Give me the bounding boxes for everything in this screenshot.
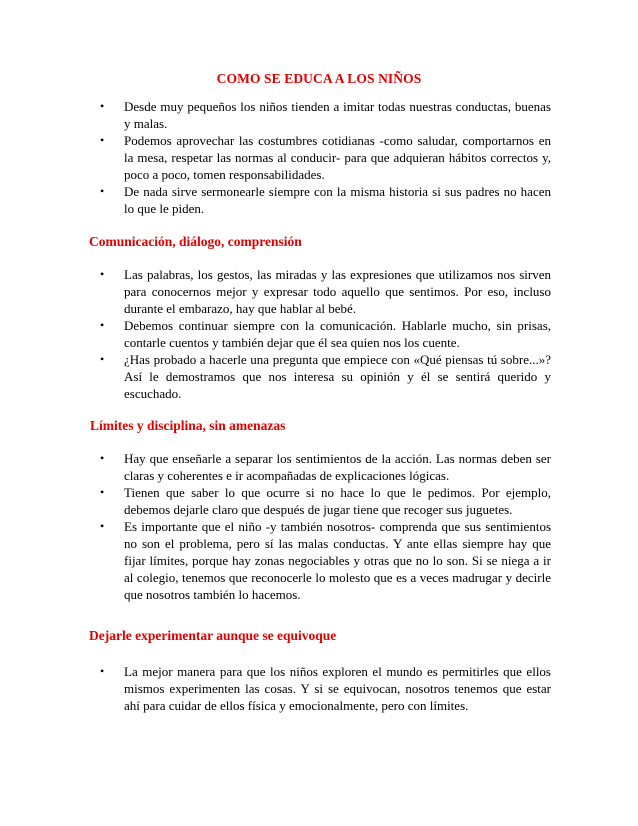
bullet-icon: • xyxy=(100,451,105,465)
list-item: • Las palabras, los gestos, las miradas y las expresiones que utilizamos nos sirven para conocernos mejor y expresar todo aquello que sentimos. Por eso, incluso durante el embarazo, hay que hablar al bebé. xyxy=(100,267,551,316)
bullet-icon: • xyxy=(100,99,105,113)
bullet-icon: • xyxy=(100,485,105,499)
bullet-icon: • xyxy=(100,519,105,533)
list-item: • Debemos continuar siempre con la comunicación. Hablarle mucho, sin prisas, contarle cuentos y también dejar que él sea quien nos los cuente. xyxy=(100,318,551,350)
section-heading-limites: Límites y disciplina, sin amenazas xyxy=(90,418,286,433)
list-item: • La mejor manera para que los niños exploren el mundo es permitirles que ellos mismos experimenten las cosas. Y si se equivocan, nosotros tenemos que estar ahí para cuidar de ellos física y emocionalmente, pero con límites. xyxy=(100,664,551,713)
list-item: • Podemos aprovechar las costumbres cotidianas -como saludar, comportarnos en la mesa, respetar las normas al conducir- para que adquieran hábitos correctos y, poco a poco, tomen responsabilidades. xyxy=(100,133,551,182)
section-list-comunicacion xyxy=(89,266,551,402)
intro-list xyxy=(89,98,551,217)
section-heading-comunicacion: Comunicación, diálogo, comprensión xyxy=(89,234,302,249)
bullet-icon: • xyxy=(100,664,105,678)
list-item: • Tienen que saber lo que ocurre si no hace lo que le pedimos. Por ejemplo, debemos dejarle claro que después de jugar tiene que recoger sus juguetes. xyxy=(100,485,551,517)
bullet-icon: • xyxy=(100,133,105,147)
section-list-experimentar xyxy=(89,663,551,714)
section-list-limites xyxy=(89,450,551,603)
bullet-icon: • xyxy=(100,318,105,332)
list-item: • Hay que enseñarle a separar los sentimientos de la acción. Las normas deben ser claras y coherentes e ir acompañadas de explicaciones lógicas. xyxy=(100,451,551,483)
bullet-icon: • xyxy=(100,184,105,198)
bullet-icon: • xyxy=(100,352,105,366)
page-title: COMO SE EDUCA A LOS NIÑOS xyxy=(216,71,422,86)
list-item: • Es importante que el niño -y también nosotros- comprenda que sus sentimientos no son el problema, pero sí las malas conductas. Y ante ellas siempre hay que fijar límites, porque hay zonas negociables y otras que no lo son. Si se niega a ir al colegio, tenemos que reconocerle lo molesto que es a veces madrugar y decirle que nosotros también lo hacemos. xyxy=(100,519,551,602)
list-item: • ¿Has probado a hacerle una pregunta que empiece con «Qué piensas tú sobre...»? Así le demostramos que nos interesa su opinión y él se sentirá querido y escuchado. xyxy=(100,352,551,401)
section-heading-experimentar: Dejarle experimentar aunque se equivoque xyxy=(89,628,337,643)
bullet-icon: • xyxy=(100,267,105,281)
list-item: • De nada sirve sermonearle siempre con la misma historia si sus padres no hacen lo que le piden. xyxy=(100,184,551,216)
list-item: • Desde muy pequeños los niños tienden a imitar todas nuestras conductas, buenas y malas. xyxy=(100,99,551,131)
